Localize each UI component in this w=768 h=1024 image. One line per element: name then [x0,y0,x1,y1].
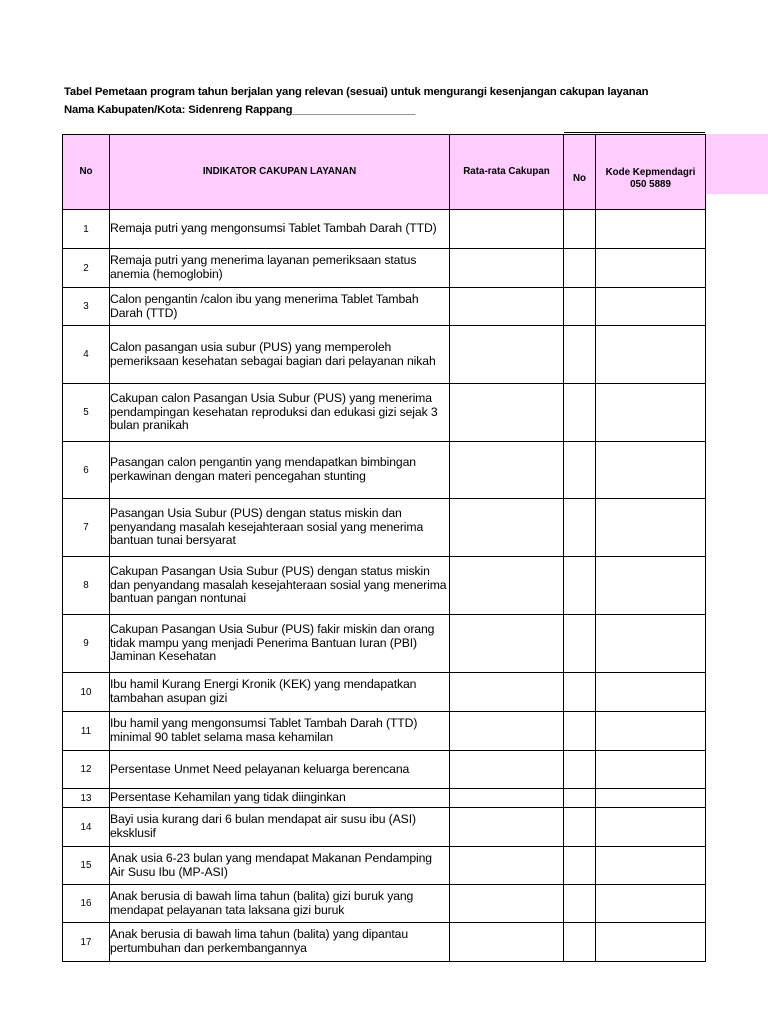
indicator-text: Calon pasangan usia subur (PUS) yang memperoleh pemeriksaan kesehatan sebagai bagian dari pelayanan nikah [110,326,450,384]
no-cell[interactable] [564,673,596,712]
no-cell[interactable] [564,885,596,923]
table-row [63,499,706,557]
rata-rata-cell[interactable] [450,789,564,808]
row-number: 1 [63,210,110,249]
rata-rata-cell[interactable] [450,885,564,923]
header-no: No [63,135,110,210]
table-row [63,249,706,288]
table-row [63,557,706,615]
rata-rata-cell[interactable] [450,288,564,326]
no-cell[interactable] [564,615,596,673]
kode-cell[interactable] [596,847,706,885]
kode-cell[interactable] [596,923,706,962]
header-fill-extension [705,134,768,194]
no-cell[interactable] [564,499,596,557]
row-number: 13 [63,789,110,808]
indicator-text: Anak berusia di bawah lima tahun (balita) yang dipantau pertumbuhan dan perkembangannya [110,923,450,962]
row-number: 10 [63,673,110,712]
header-no-2: No [564,135,596,210]
rata-rata-cell[interactable] [450,673,564,712]
indicator-text: Persentase Unmet Need pelayanan keluarga berencana [110,751,450,789]
indicator-text: Ibu hamil yang mengonsumsi Tablet Tambah Darah (TTD) minimal 90 tablet selama masa kehamilan [110,712,450,751]
table-row [63,885,706,923]
row-number: 12 [63,751,110,789]
kode-cell[interactable] [596,210,706,249]
rata-rata-cell[interactable] [450,557,564,615]
indicator-text: Calon pengantin /calon ibu yang menerima Tablet Tambah Darah (TTD) [110,288,450,326]
kode-cell[interactable] [596,384,706,442]
no-cell[interactable] [564,847,596,885]
no-cell[interactable] [564,789,596,808]
table-header-row [63,135,706,210]
header-indikator: INDIKATOR CAKUPAN LAYANAN [110,135,450,210]
row-number: 15 [63,847,110,885]
row-number: 16 [63,885,110,923]
no-cell[interactable] [564,557,596,615]
row-number: 3 [63,288,110,326]
kode-cell[interactable] [596,712,706,751]
group-header-line [564,132,705,133]
row-number: 2 [63,249,110,288]
header-kode [596,135,706,210]
rata-rata-cell[interactable] [450,326,564,384]
no-cell[interactable] [564,712,596,751]
kode-cell[interactable] [596,885,706,923]
indicator-text: Anak berusia di bawah lima tahun (balita) gizi buruk yang mendapat pelayanan tata laksana gizi buruk [110,885,450,923]
table-row [63,326,706,384]
indicator-text: Pasangan Usia Subur (PUS) dengan status miskin dan penyandang masalah kesejahteraan sosial yang menerima bantuan tunai bersyarat [110,499,450,557]
kode-cell[interactable] [596,288,706,326]
kode-cell[interactable] [596,499,706,557]
row-number: 9 [63,615,110,673]
indicator-text: Anak usia 6-23 bulan yang mendapat Makanan Pendamping Air Susu Ibu (MP-ASI) [110,847,450,885]
table-row [63,210,706,249]
no-cell[interactable] [564,210,596,249]
table-row [63,288,706,326]
indicator-text: Bayi usia kurang dari 6 bulan mendapat air susu ibu (ASI) eksklusif [110,808,450,847]
no-cell[interactable] [564,751,596,789]
kode-cell[interactable] [596,751,706,789]
table-row [63,923,706,962]
rata-rata-cell[interactable] [450,808,564,847]
row-number: 4 [63,326,110,384]
no-cell[interactable] [564,249,596,288]
table-row [63,712,706,751]
rata-rata-cell[interactable] [450,210,564,249]
indicator-text: Pasangan calon pengantin yang mendapatkan bimbingan perkawinan dengan materi pencegahan stunting [110,442,450,499]
no-cell[interactable] [564,442,596,499]
kode-cell[interactable] [596,615,706,673]
row-number: 14 [63,808,110,847]
row-number: 8 [63,557,110,615]
row-number: 17 [63,923,110,962]
rata-rata-cell[interactable] [450,751,564,789]
rata-rata-cell[interactable] [450,712,564,751]
table-row [63,442,706,499]
rata-rata-cell[interactable] [450,384,564,442]
document-header [64,83,724,119]
kode-cell[interactable] [596,673,706,712]
kode-cell[interactable] [596,789,706,808]
header-rata-rata: Rata-rata Cakupan [450,135,564,210]
no-cell[interactable] [564,384,596,442]
indicator-text: Cakupan calon Pasangan Usia Subur (PUS) yang menerima pendampingan kesehatan reproduksi dan edukasi gizi sejak 3 bulan pranikah [110,384,450,442]
rata-rata-cell[interactable] [450,615,564,673]
rata-rata-cell[interactable] [450,923,564,962]
no-cell[interactable] [564,326,596,384]
table-row [63,847,706,885]
header-kode-line2: 050 5889 [630,179,671,190]
row-number: 11 [63,712,110,751]
row-number: 6 [63,442,110,499]
rata-rata-cell[interactable] [450,249,564,288]
kode-cell[interactable] [596,442,706,499]
header-kode-line1: Kode Kepmendagri [605,167,696,178]
row-number: 7 [63,499,110,557]
coverage-table [62,134,706,962]
table-row [63,808,706,847]
table-body [63,210,706,962]
table-row [63,615,706,673]
table-title: Tabel Pemetaan program tahun berjalan yang relevan (sesuai) untuk mengurangi kesenjangan cakupan layanan [64,86,649,98]
kode-cell[interactable] [596,249,706,288]
rata-rata-cell[interactable] [450,442,564,499]
table-row [63,751,706,789]
kode-cell[interactable] [596,808,706,847]
table-row [63,384,706,442]
no-cell[interactable] [564,923,596,962]
no-cell[interactable] [564,808,596,847]
indicator-text: Ibu hamil Kurang Energi Kronik (KEK) yang mendapatkan tambahan asupan gizi [110,673,450,712]
rata-rata-cell[interactable] [450,499,564,557]
indicator-text: Persentase Kehamilan yang tidak diinginkan [110,789,450,808]
table-row [63,789,706,808]
district-name: Nama Kabupaten/Kota: Sidenreng Rappang____________________ [64,104,416,116]
row-number: 5 [63,384,110,442]
kode-cell[interactable] [596,557,706,615]
indicator-text: Cakupan Pasangan Usia Subur (PUS) dengan status miskin dan penyandang masalah kesejahteraan sosial yang menerima bantuan pangan nontunai [110,557,450,615]
indicator-text: Remaja putri yang mengonsumsi Tablet Tambah Darah (TTD) [110,210,450,249]
kode-cell[interactable] [596,326,706,384]
rata-rata-cell[interactable] [450,847,564,885]
no-cell[interactable] [564,288,596,326]
indicator-text: Remaja putri yang menerima layanan pemeriksaan status anemia (hemoglobin) [110,249,450,288]
table-row [63,673,706,712]
indicator-text: Cakupan Pasangan Usia Subur (PUS) fakir miskin dan orang tidak mampu yang menjadi Penerima Bantuan Iuran (PBI) Jaminan Kesehatan [110,615,450,673]
